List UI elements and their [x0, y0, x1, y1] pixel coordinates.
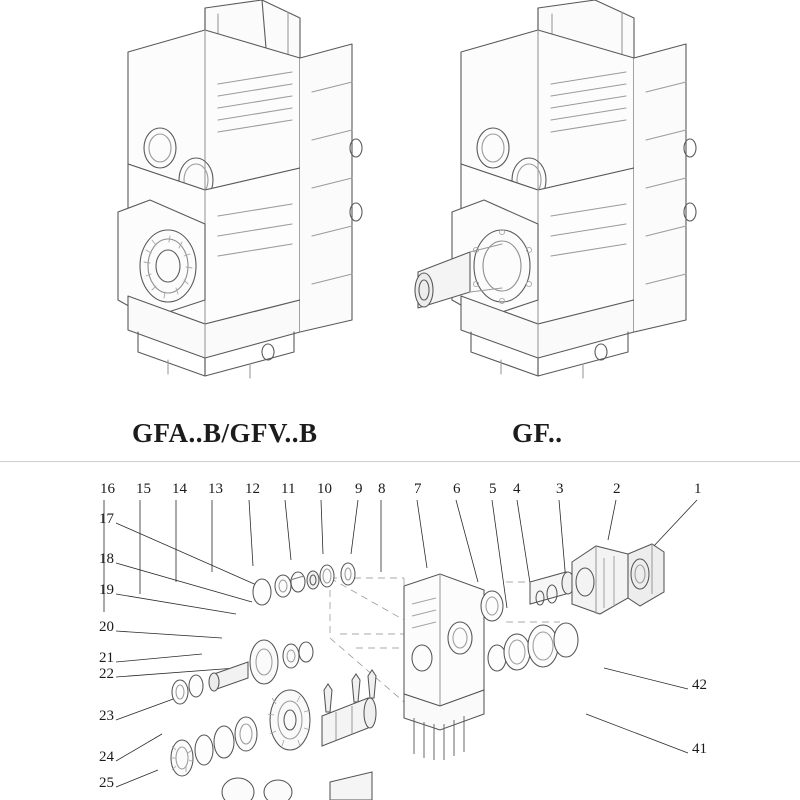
housing-part [404, 574, 484, 760]
motor-adapter-part [572, 544, 664, 614]
left-gearbox-drawing [118, 0, 362, 378]
callout-15: 15 [136, 481, 151, 497]
callout-2: 2 [613, 481, 621, 497]
gear-shaft-row-lower [170, 690, 376, 776]
left-drawing-caption: GFA..B/GFV..B [132, 418, 318, 448]
callout-42: 42 [692, 677, 707, 693]
washer-ring-row-upper [253, 563, 355, 605]
callout-21: 21 [99, 650, 114, 666]
exploded-view-section [0, 462, 800, 800]
callout-41: 41 [692, 741, 707, 757]
callout-4: 4 [513, 481, 521, 497]
exploded-parts-drawing [0, 462, 800, 800]
callout-6: 6 [453, 481, 461, 497]
callout-7: 7 [414, 481, 422, 497]
callout-23: 23 [99, 708, 114, 724]
callout-20: 20 [99, 619, 114, 635]
callout-10: 10 [317, 481, 332, 497]
callout-13: 13 [208, 481, 223, 497]
callout-8: 8 [378, 481, 386, 497]
right-drawing-caption: GF.. [512, 418, 563, 448]
callout-9: 9 [355, 481, 363, 497]
input-shaft-assembly [530, 572, 574, 605]
callout-11: 11 [281, 481, 296, 497]
callout-12: 12 [245, 481, 260, 497]
callout-3: 3 [556, 481, 564, 497]
callout-14: 14 [172, 481, 187, 497]
callout-25: 25 [99, 775, 114, 791]
callout-18: 18 [99, 551, 114, 567]
callout-24: 24 [99, 749, 114, 765]
callout-16: 16 [100, 481, 115, 497]
callout-1: 1 [694, 481, 702, 497]
right-gearbox-drawing [415, 0, 696, 378]
bottom-edge-parts [222, 772, 372, 800]
callout-17: 17 [99, 511, 114, 527]
callout-19: 19 [99, 582, 114, 598]
callout-22: 22 [99, 666, 114, 682]
right-leader-lines [586, 668, 688, 753]
callout-5: 5 [489, 481, 497, 497]
